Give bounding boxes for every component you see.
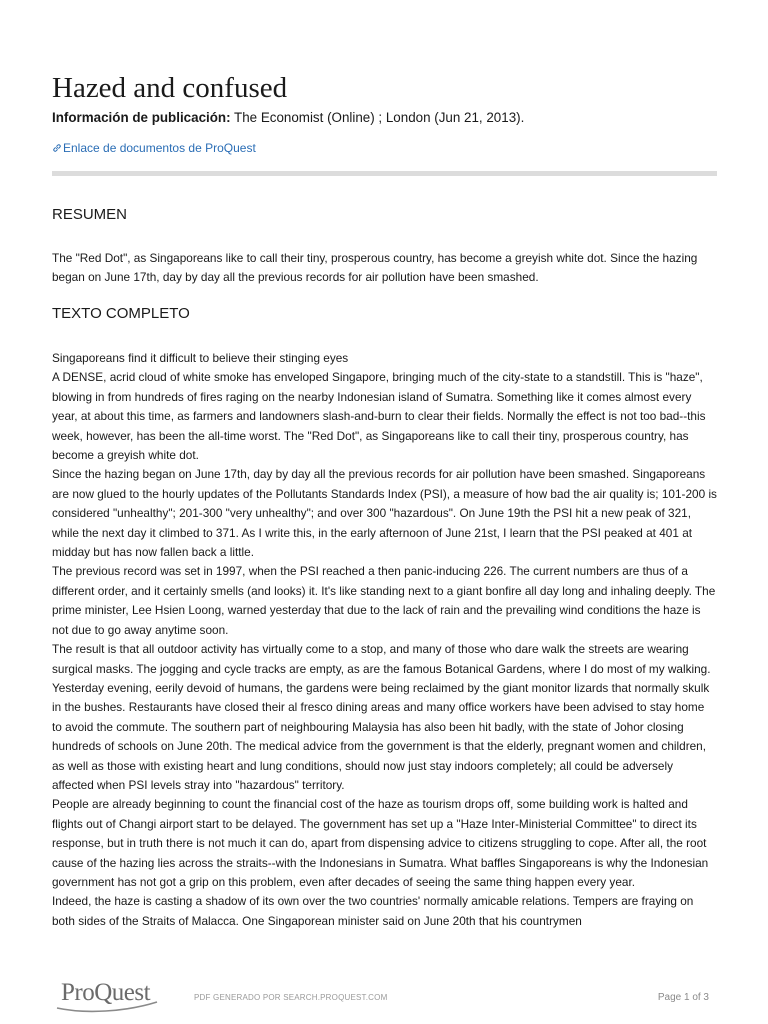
full-text-paragraph: People are already beginning to count the financial cost of the haze as tourism drops off, some building work is halted and flights out of Changi airport start to be delayed. The government has set up a "Haze Inter-Ministerial Committee" to direct its response, but in truth there is not much it can do, apart from dispensing advice to citizens struggling to cope. After all, the root cause of the hazing lies across the straits--with the Indonesians in Sumatra. What baffles Singaporeans is why the Indonesian government has not got a grip on this problem, even after decades of seeing the same thing happen every year. xyxy=(52,797,709,889)
publication-value: The Economist (Online) ; London (Jun 21, 2013). xyxy=(230,110,525,125)
generated-by-note: PDF GENERADO POR SEARCH.PROQUEST.COM xyxy=(194,993,388,1002)
proquest-logo xyxy=(55,976,165,1016)
page-indicator: Page 1 of 3 xyxy=(657,992,709,1003)
logo-swoosh-icon xyxy=(55,998,160,1014)
abstract-text: The "Red Dot", as Singaporeans like to call their tiny, prosperous country, has become a greyish white dot. Since the hazing began on June 17th, day by day all the previous records for air pollution have been smashed. xyxy=(52,251,698,285)
full-text-paragraph: The previous record was set in 1997, when the PSI reached a then panic-inducing 226. The current numbers are thus of a different order, and it certainly smells (and looks) it. It's like standing next to a giant bonfire all day long and inhaling deeply. The prime minister, Lee Hsien Loong, warned yesterday that due to the lack of rain and the prevailing wind conditions the haze is not due to go away anytime soon. xyxy=(52,564,716,637)
full-text-paragraph: Singaporeans find it difficult to believe their stinging eyes xyxy=(52,351,349,365)
logo-wordmark: ProQuest xyxy=(61,979,151,1006)
proquest-document-link[interactable] xyxy=(52,140,256,157)
header-divider xyxy=(52,171,717,176)
full-text-paragraph: Indeed, the haze is casting a shadow of its own over the two countries' normally amicable relations. Tempers are fraying on both sides of the Straits of Malacca. One Singaporean minister said on June 20th that his countrymen xyxy=(52,894,694,928)
abstract-heading: RESUMEN xyxy=(52,206,128,223)
link-text: Enlace de documentos de ProQuest xyxy=(63,141,256,155)
link-icon xyxy=(52,141,62,157)
publication-info xyxy=(52,109,524,127)
document-title: Hazed and confused xyxy=(52,72,288,104)
full-text-heading: TEXTO COMPLETO xyxy=(52,305,190,322)
full-text-paragraph: The result is that all outdoor activity has virtually come to a stop, and many of those who dare walk the streets are wearing surgical masks. The jogging and cycle tracks are empty, as are the famous Botanical Gardens, where I do most of my walking. Yesterday evening, eerily devoid of humans, the gardens were being reclaimed by the giant monitor lizards that normally skulk in the bushes. Restaurants have closed their al fresco dining areas and many office workers have been advised to stay home to avoid the commute. The southern part of neighbouring Malaysia has also been hit badly, with the state of Johor closing hundreds of schools on June 20th. The medical advice from the government is that the elderly, pregnant women and children, as well as those with existing heart and lung conditions, should now just stay indoors completely; all could be adversely affected when PSI levels stray into "hazardous" territory. xyxy=(52,642,711,792)
publication-label: Información de publicación: xyxy=(52,110,231,125)
full-text-body xyxy=(52,349,717,975)
full-text-paragraph: Since the hazing began on June 17th, day by day all the previous records for air pollution have been smashed. Singaporeans are now glued to the hourly updates of the Pollutants Standards Index (PSI), a measure of how bad the air quality is; 101-200 is considered "unhealthy"; 201-300 "very unhealthy"; and over 300 "hazardous". On June 19th the PSI hit a new peak of 321, while the next day it climbed to 371. As I write this, in the early afternoon of June 21st, I learn that the PSI peaked at 401 at midday but has now fallen back a little. xyxy=(52,467,717,560)
full-text-paragraph: A DENSE, acrid cloud of white smoke has enveloped Singapore, bringing much of the city-state to a standstill. This is "haze", blowing in from hundreds of fires raging on the nearby Indonesian island of Sumatra. Something like it comes almost every year, at about this time, as farmers and landowners slash-and-burn to clear their fields. Normally the effect is not too bad--this week, however, has been the all-time worst. The "Red Dot", as Singaporeans like to call their tiny, prosperous country, has become a greyish white dot. xyxy=(52,370,706,463)
